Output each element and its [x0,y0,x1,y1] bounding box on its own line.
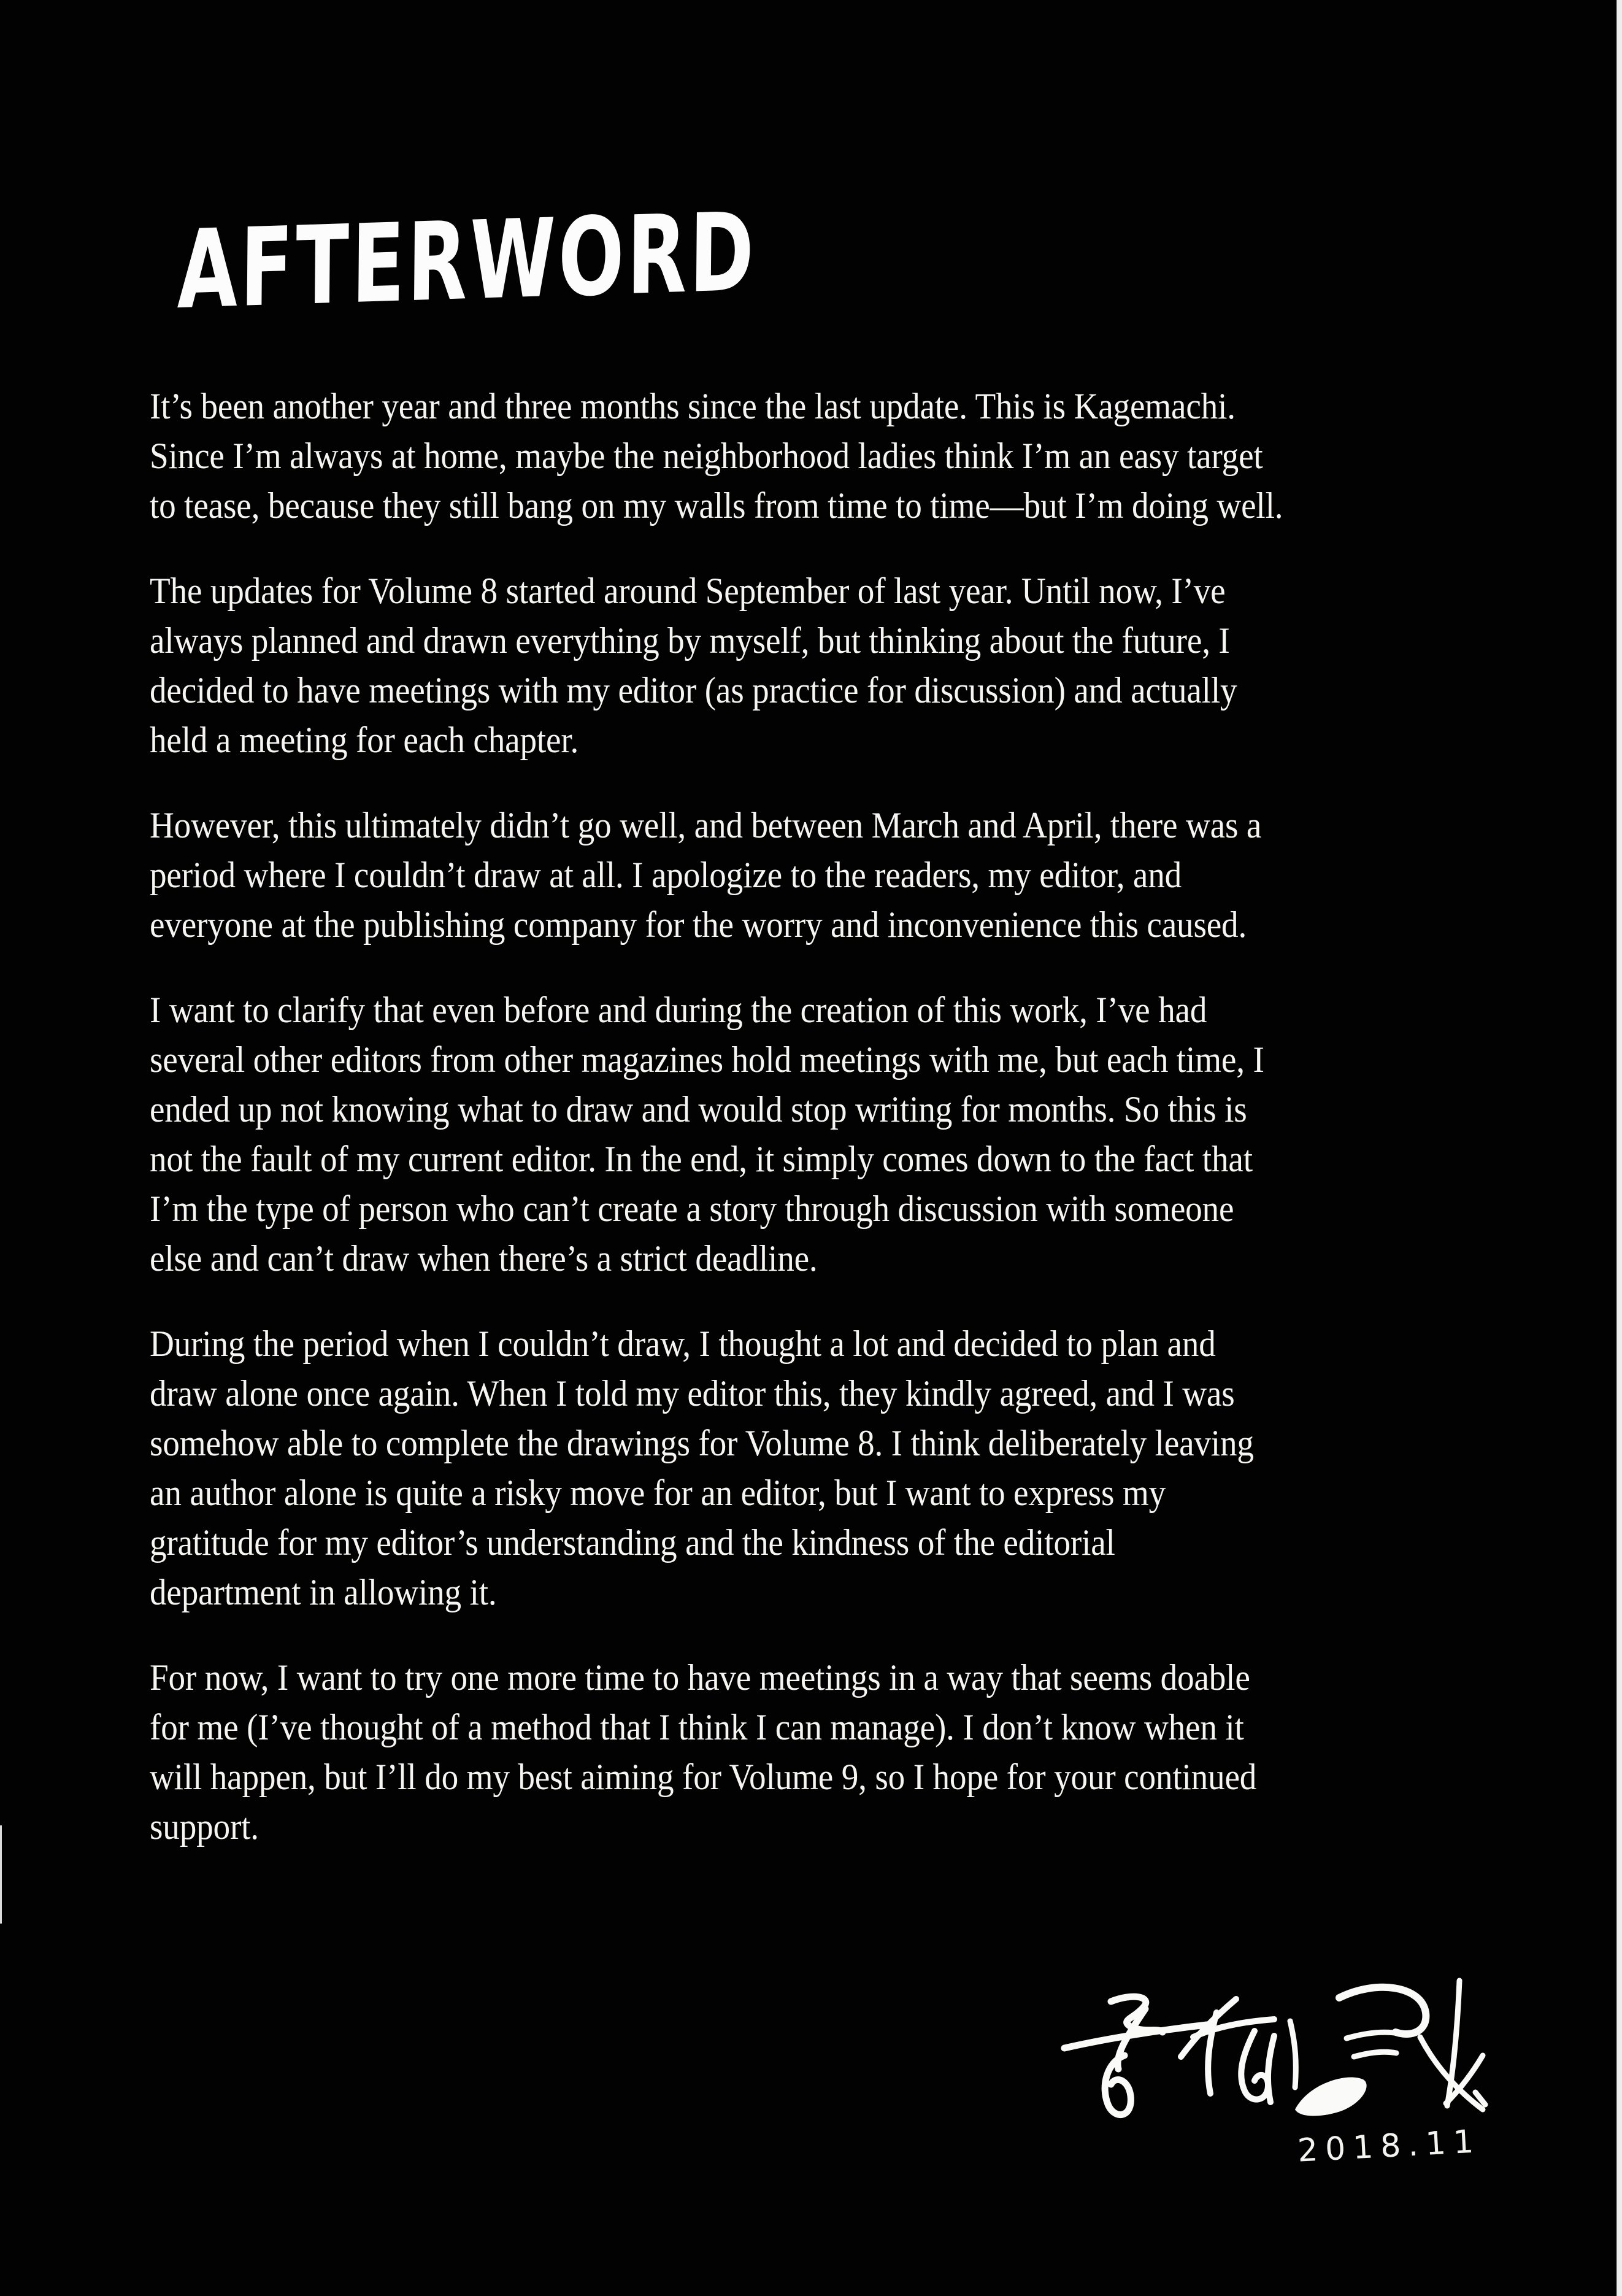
paragraph-2 [150,566,1504,765]
text-line: everyone at the publishing company for the worry and inconvenience this caused. [150,904,1247,945]
paragraph-3 [150,801,1504,950]
author-signature [1052,1963,1531,2227]
text-line: Since I’m always at home, maybe the neighborhood ladies think I’m an easy target [150,436,1263,476]
text-line: an author alone is quite a risky move for an editor, but I want to express my [150,1473,1166,1513]
text-line: always planned and drawn everything by myself, but thinking about the future, I [150,620,1230,661]
text-line: period where I couldn’t draw at all. I apologize to the readers, my editor, and [150,855,1182,895]
text-line: ended up not knowing what to draw and would stop writing for months. So this is [150,1089,1247,1130]
text-line: somehow able to complete the drawings for Volume 8. I think deliberately leaving [150,1423,1254,1463]
scan-edge-artifact-right [1616,0,1622,2296]
text-line: draw alone once again. When I told my editor this, they kindly agreed, and I was [150,1373,1235,1414]
text-line: The updates for Volume 8 started around September of last year. Until now, I’ve [150,571,1226,611]
text-line: for me (I’ve thought of a method that I think I can manage). I don’t know when it [150,1707,1244,1747]
paragraph-1 [150,382,1504,531]
text-line: several other editors from other magazines hold meetings with me, but each time, I [150,1039,1264,1080]
text-line: decided to have meetings with my editor (as practice for discussion) and actually [150,670,1237,711]
text-line: department in allowing it. [150,1572,497,1612]
signature-kanji-icon [1052,1963,1506,2123]
text-line: gratitude for my editor’s understanding and the kindness of the editorial [150,1522,1115,1563]
text-line: else and can’t draw when there’s a strict deadline. [150,1238,818,1279]
paragraph-6 [150,1653,1504,1852]
scan-edge-artifact-left [0,1825,2,1924]
text-line: For now, I want to try one more time to have meetings in a way that seems doable [150,1657,1250,1698]
afterword-text [150,382,1504,1887]
text-line: not the fault of my current editor. In the end, it simply comes down to the fact that [150,1139,1253,1179]
paragraph-5 [150,1319,1504,1617]
text-line: It’s been another year and three months since the last update. This is Kagemachi. [150,386,1236,426]
text-line: During the period when I couldn’t draw, I thought a lot and decided to plan and [150,1323,1216,1364]
text-line: I’m the type of person who can’t create a story through discussion with someone [150,1188,1234,1229]
signature-date: 2018.11 [1296,2123,1482,2170]
text-line: held a meeting for each chapter. [150,720,579,760]
text-line: I want to clarify that even before and during the creation of this work, I’ve had [150,990,1207,1030]
text-line: will happen, but I’ll do my best aiming for Volume 9, so I hope for your continued [150,1757,1257,1797]
text-line: support. [150,1806,259,1847]
text-line: to tease, because they still bang on my walls from time to time—but I’m doing well. [150,485,1283,526]
text-line: However, this ultimately didn’t go well, and between March and April, there was a [150,805,1262,846]
paragraph-4 [150,985,1504,1284]
page-title: AFTERWORD [177,189,758,334]
